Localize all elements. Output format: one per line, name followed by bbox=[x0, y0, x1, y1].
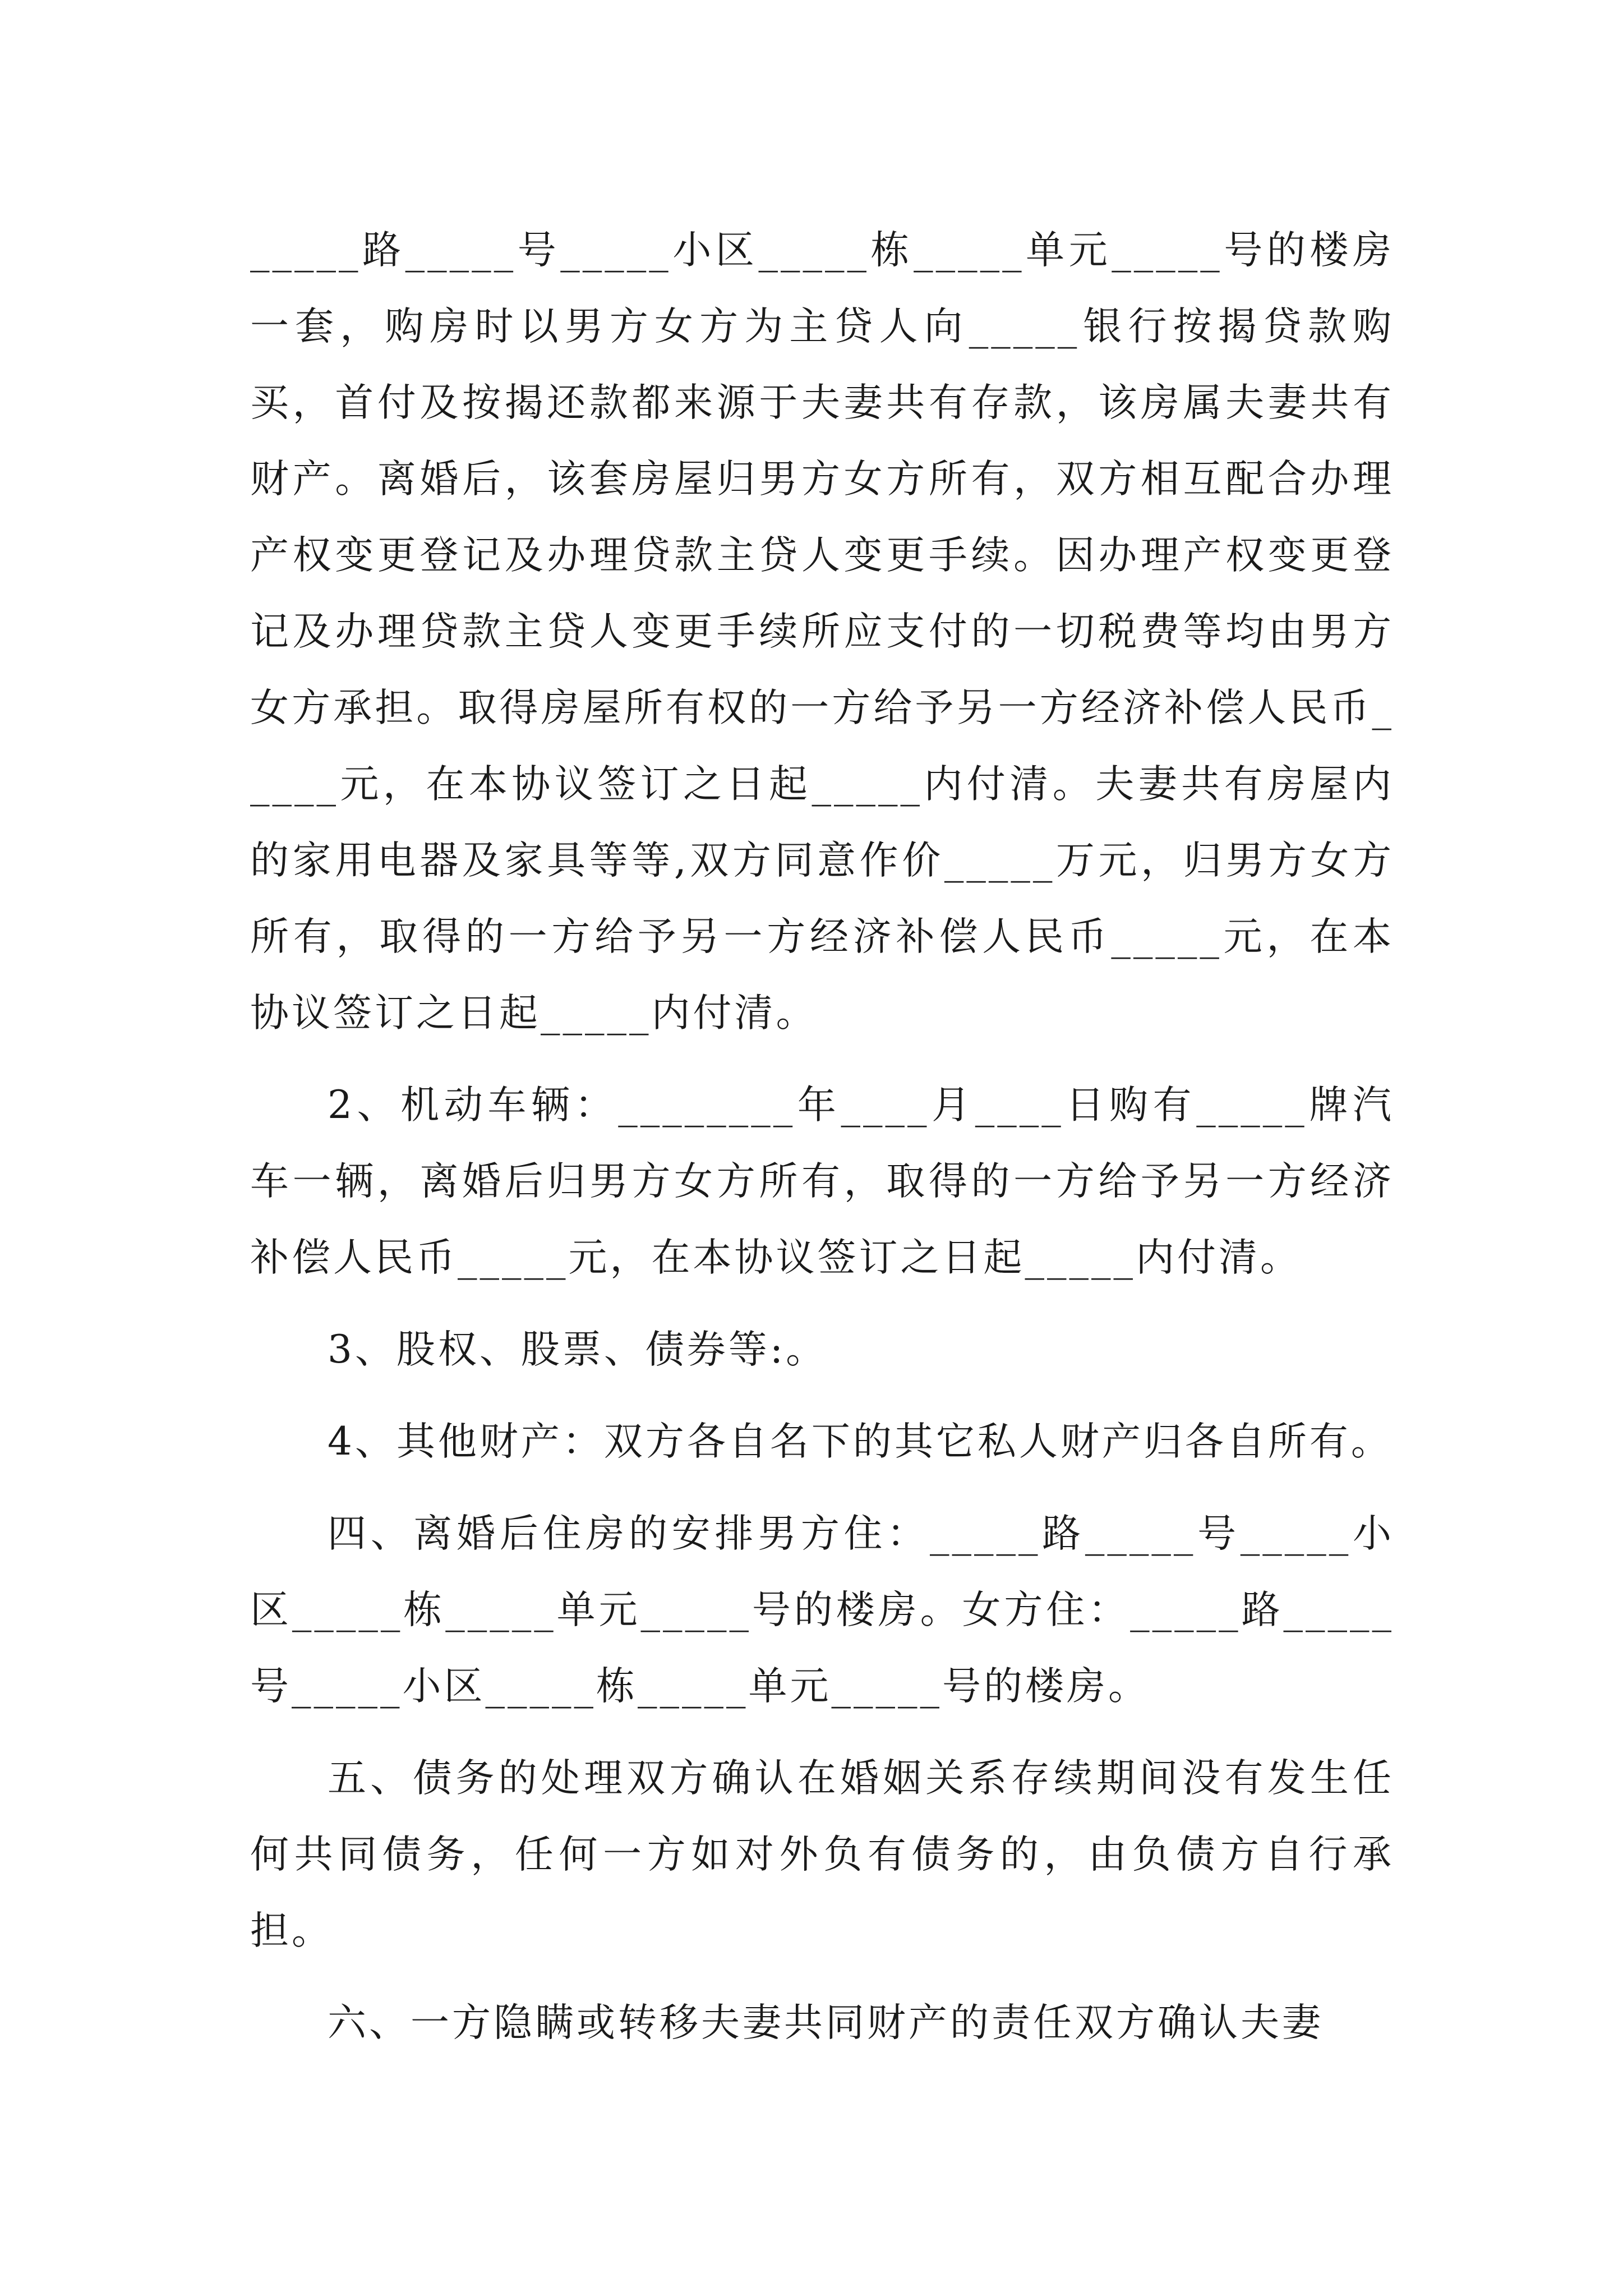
paragraph-debt-handling: 五、债务的处理双方确认在婚姻关系存续期间没有发生任何共同债务，任何一方如对外负有债务的，由负债方自行承担。 bbox=[250, 1756, 1394, 1953]
paragraph-housing-arrangement: 四、离婚后住房的安排男方住：_____路_____号_____小区_____栋_____单元_____号的楼房。女方住：_____路_____号_____小区_____栋_____单元_____号的楼房。 bbox=[250, 1511, 1394, 1709]
paragraph-other-property: 4、其他财产：双方各自名下的其它私人财产归各自所有。 bbox=[328, 1419, 1393, 1464]
document-body bbox=[250, 212, 1394, 2077]
paragraph-motor-vehicle: 2、机动车辆：________年____月____日购有_____牌汽车一辆，离婚后归男方女方所有，取得的一方给予另一方经济补偿人民币_____元，在本协议签订之日起_____内付清。 bbox=[250, 1083, 1394, 1280]
paragraph-concealment-liability: 六、一方隐瞒或转移夫妻共同财产的责任双方确认夫妻 bbox=[328, 2000, 1324, 2045]
paragraph-stocks-bonds: 3、股权、股票、债券等:。 bbox=[328, 1327, 828, 1372]
paragraph-house-property: _____路_____号_____小区_____栋_____单元_____号的楼房一套，购房时以男方女方为主贷人向_____银行按揭贷款购买，首付及按揭还款都来源于夫妻共有存款，该房属夫妻共有财产。离婚后，该套房屋归男方女方所有，双方相互配合办理产权变更登记及办理贷款主贷人变更手续。因办理产权变更登记及办理贷款主贷人变更手续所应支付的一切税费等均由男方女方承担。取得房屋所有权的一方给予另一方经济补偿人民币_____元，在本协议签订之日起_____内付清。夫妻共有房屋内的家用电器及家具等等,双方同意作价_____万元，归男方女方所有，取得的一方给予另一方经济补偿人民币_____元，在本协议签订之日起_____内付清。 bbox=[250, 228, 1394, 1036]
